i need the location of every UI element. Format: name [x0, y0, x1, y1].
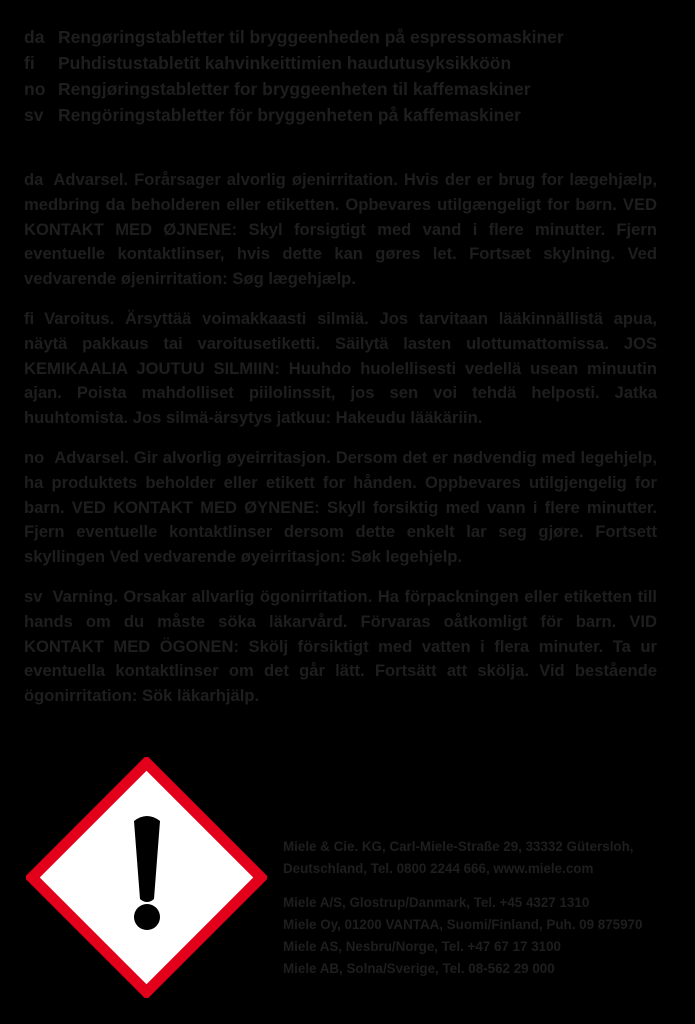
lang-code: fi: [24, 52, 35, 73]
title-text: Rengøringstabletter til bryggeenheden på espressomaskiner: [58, 26, 564, 47]
lang-code: da: [24, 170, 44, 189]
warning-section-sv: [24, 585, 657, 709]
lang-code: no: [24, 78, 46, 99]
warning-section-fi: [24, 307, 657, 431]
warning-text: Advarsel. Forårsager alvorlig øjenirritation. Hvis der er brug for lægehjælp, medbring da beholderen eller etiketten. Opbevares utilgængeligt for børn. VED KONTAKT MED ØJNENE: Skyl forsigtigt med vand i flere minutter. Fjern eventuelle kontaktlinser, hvis dette kan gøres let. Fortsæt skylning. Ved vedvarende øjenirritation: Søg lægehjælp.: [24, 170, 657, 289]
title-row-da: [24, 24, 674, 50]
title-list: [24, 24, 674, 128]
warning-section-da: [24, 168, 657, 292]
title-row-sv: [24, 102, 674, 128]
address-line: Miele AS, Nesbru/Norge, Tel. +47 67 17 3100: [283, 939, 561, 954]
lang-code: sv: [24, 104, 44, 125]
address-line: Deutschland, Tel. 0800 2244 666, www.miele.com: [283, 861, 594, 876]
lang-code: no: [24, 447, 45, 467]
title-row-fi: [24, 50, 674, 76]
address-line: Miele AB, Solna/Sverige, Tel. 08-562 29 000: [283, 961, 555, 976]
title-text: Rengöringstabletter för bryggenheten på kaffemaskiner: [58, 104, 521, 125]
address-line: Miele & Cie. KG, Carl-Miele-Straße 29, 33332 Gütersloh,: [283, 839, 634, 854]
hazard-pictogram: [26, 757, 267, 998]
manufacturer-address: [283, 836, 678, 980]
address-line: Miele A/S, Glostrup/Danmark, Tel. +45 4327 1310: [283, 895, 590, 910]
lang-code: fi: [24, 308, 35, 328]
warning-text: Varoitus. Ärsyttää voimakkaasti silmiä. Jos tarvitaan lääkinnällistä apua, näytä pakkaus tai varoitusetiketti. Säilytä lasten ulottumattomissa. JOS KEMIKAALIA JOUTUU SILMIIN: Huuhdo huolellisesti vedellä usean minuutin ajan. Poista mahdolliset piilolinssit, jos sen voi tehdä helposti. Jatka huuhtomista. Jos silmä-ärsytys jatkuu: Hakeudu lääkäriin.: [24, 308, 657, 428]
warning-text: Advarsel. Gir alvorlig øyeirritasjon. Dersom det er nødvendig med legehjelp, ha produktets beholder eller etikett for hånden. Oppbevares utilgjengelig for barn. VED KONTAKT MED ØYNENE: Skyll forsiktig med vann i flere minutter. Fjern eventuelle kontaktlinser dersom dette enkelt lar seg gjøre. Fortsett skyllingen Ved vedvarende øyeirritasjon: Søk legehjelp.: [24, 447, 657, 567]
warning-text: Varning. Orsakar allvarlig ögonirritation. Ha förpackningen eller etiketten till hands om du måste söka läkarvård. Förvaras oåtkomligt för barn. VID KONTAKT MED ÖGONEN: Skölj försiktigt med vatten i flera minuter. Ta ur eventuella kontaktlinser om det går lätt. Fortsätt att skölja. Vid bestående ögonirritation: Sök läkarhjälp.: [24, 586, 657, 706]
lang-code: sv: [24, 586, 43, 606]
title-text: Rengjøringstabletter for bryggeenheten til kaffemaskiner: [58, 78, 531, 99]
address-line: Miele Oy, 01200 VANTAA, Suomi/Finland, Puh. 09 875970: [283, 917, 643, 932]
warning-section-no: [24, 446, 657, 570]
warning-sections: [24, 168, 657, 724]
title-text: Puhdistustabletit kahvinkeittimien haudutusyksikköön: [58, 52, 512, 73]
title-row-no: [24, 76, 674, 102]
lang-code: da: [24, 26, 45, 47]
